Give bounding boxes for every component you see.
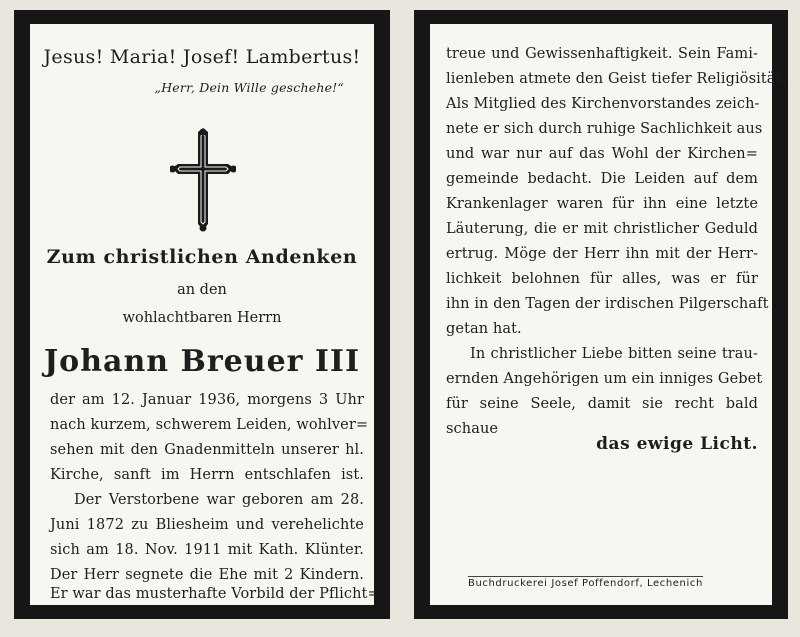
left-body-line: Juni 1872 zu Bliesheim und verehelichte (50, 517, 364, 533)
left-card-page (30, 24, 380, 605)
quote: „Herr, Dein Wille geschehe!“ (154, 80, 344, 95)
left-body-line: Der Verstorbene war geboren am 28. (74, 492, 364, 508)
cross-icon (170, 128, 236, 232)
left-body-line: Er war das musterhafte Vorbild der Pflicht= (50, 586, 380, 602)
closing-phrase: das ewige Licht. (596, 434, 758, 454)
right-card-page (430, 24, 787, 605)
an-den: an den (177, 282, 227, 298)
right-card (414, 10, 788, 619)
right-body-line: getan hat. (446, 321, 522, 337)
left-card (14, 10, 390, 619)
right-body-line: In christlicher Liebe bitten seine trau- (470, 346, 758, 362)
invocation: Jesus! Maria! Josef! Lambertus! (43, 46, 361, 68)
right-body-line: ertrug. Möge der Herr ihn mit der Herr- (446, 246, 758, 262)
left-body-line: sehen mit den Gnadenmitteln unserer hl. (50, 442, 364, 458)
right-body-line: gemeinde bedacht. Die Leiden auf dem (446, 171, 758, 187)
memorial-heading: Zum christlichen Andenken (46, 246, 358, 268)
right-body-line: ihn in den Tagen der irdischen Pilgerschaft (446, 296, 769, 312)
left-body-line: Kirche, sanft im Herrn entschlafen ist. (50, 467, 364, 483)
right-body-line: lichkeit belohnen für alles, was er für (446, 271, 758, 287)
left-body-line: nach kurzem, schwerem Leiden, wohlver= (50, 417, 369, 433)
left-body-line: sich am 18. Nov. 1911 mit Kath. Klünter. (50, 542, 364, 558)
right-body-line: Krankenlager waren für ihn eine letzte (446, 196, 758, 212)
right-body-line: Als Mitglied des Kirchenvorstandes zeich- (446, 96, 760, 112)
right-body-line: für seine Seele, damit sie recht bald (446, 396, 758, 412)
right-body-line: lienleben atmete den Geist tiefer Religiösität. (446, 71, 787, 87)
right-body-line: schaue (446, 421, 499, 437)
left-body-line: Der Herr segnete die Ehe mit 2 Kindern. (50, 567, 364, 583)
right-body-line: Läuterung, die er mit christlicher Geduld (446, 221, 758, 237)
right-body-line: treue und Gewissenhaftigkeit. Sein Fami- (446, 46, 758, 62)
right-body-line: ernden Angehörigen um ein inniges Gebet (446, 371, 763, 387)
right-body-line: nete er sich durch ruhige Sachlichkeit aus (446, 121, 763, 137)
deceased-name: Johann Breuer III (43, 344, 361, 379)
honorific: wohlachtbaren Herrn (122, 310, 282, 326)
right-body-line: und war nur auf das Wohl der Kirchen= (446, 146, 758, 162)
printer-line: Buchdruckerei Josef Poffendorf, Lechenich (468, 578, 703, 589)
left-body-line: der am 12. Januar 1936, morgens 3 Uhr (50, 392, 364, 408)
